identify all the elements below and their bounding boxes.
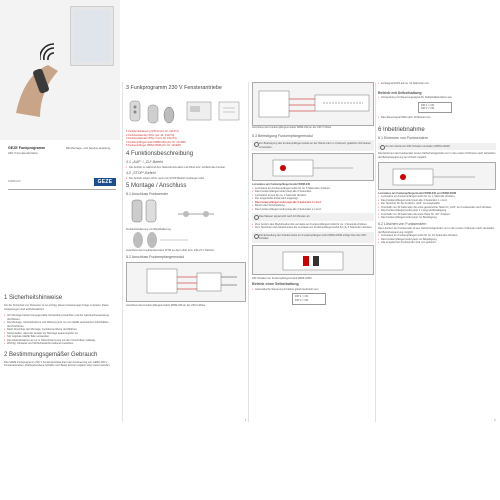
subsection-5-1: 5.1 Anschluss Funksender	[126, 192, 169, 197]
learn-step: • Der eingestellte Kanal wird angezeigt.	[252, 197, 374, 201]
doc-number: 152804-00	[8, 180, 21, 183]
wall-remote-icon	[130, 198, 160, 226]
dip-hint: Die Einstellung der Arbeitsmodus am Funkempfängermodul WRM-230M erfolgt über den DIP-Schalter.	[252, 232, 374, 243]
subsection-5-2: 5.2 Anschluss Funkempfangermodul	[126, 254, 185, 259]
receiver-module-icon	[186, 100, 212, 122]
learn-step: • Bereit oder Sicherstellung.	[252, 204, 374, 208]
caption-remote: Funkfernbedienung mit Wandhalterung	[126, 227, 171, 231]
dip-value: DIP 2 = ON	[295, 299, 309, 303]
dip-switch-graphic	[253, 246, 375, 276]
part-item: 1 Funkfernbedienung WTFH (Art.-Nr. 131272)	[126, 130, 179, 133]
part-item: 3 Funkhandsender WTH-4 (Art.-Nr. 131273)	[126, 137, 177, 141]
dip-heading: Betrieb ohne Selbsthaltung	[252, 282, 299, 287]
section-6-text: Das Einlernen der Funksender ist aus Sicherheitsgründen nur in den ersten 3 Minuten nach Herstellen der Betriebsspannung am Antrieb möglich.	[378, 152, 496, 159]
wiring-diagram-graphic	[127, 263, 245, 303]
safety-bullet: • Die Montage, Inbetriebnahme und Wartung sind nur von GEZE autorisierten Fachkräften durchzuführen.	[4, 321, 118, 328]
teach-step: • Das Funkempfängermodul piept alle 4 Sekunden 1 x kurz.	[378, 199, 496, 203]
teach-step: • Das Funkempfängermodul piept zur Bestätigung.	[378, 216, 496, 220]
section-4-heading: 4 Funktionsbeschreibung	[126, 150, 194, 157]
mounting-hint: Zur Befestigung des Funkempfängermoduls an der Wand oder im Unterputz gelieferte Schrauben verwenden.	[252, 140, 374, 151]
geze-logo: GEZE	[94, 178, 116, 186]
learn-step: • Lernstatus am Funkempfängermodul für ca. 5 Sekunden drücken.	[252, 187, 374, 191]
dip-text: • Automatische Steuerung Funktion gleich Gedrückt sein	[252, 288, 374, 292]
panel-2	[126, 82, 246, 307]
panel-3	[252, 82, 374, 305]
motor-wiring-graphic	[253, 83, 375, 127]
learn-step: • Das Funkempfängermodul piept alle 2 Sekunden 2 x kurz.	[252, 208, 374, 212]
learn-step: • Lernstatus erneut für ca. 1 Sekunde drücken.	[252, 194, 374, 198]
subsection-4-2-text: • Der Antrieb stoppt sofort, wenn ein STOP-Befehl empfangen wird.	[126, 177, 246, 181]
part-item: 4 Funkempfängermodul WRM-230 (Art.-Nr. 131280)	[126, 140, 186, 144]
learn-step: • Das Funkempfängermodul piept alle 2 Sekunden.	[252, 190, 374, 194]
sender-mounting-illustration	[126, 198, 246, 228]
panel-1-text	[4, 292, 118, 368]
remote-control-icon	[128, 100, 142, 122]
delete-step: • Das Funkempfängermodul piept zur Bestätigung.	[378, 238, 496, 242]
subsection-6-1: 6.1 Einlernen von Funksendern	[378, 136, 428, 141]
delete-step: • Alle eingelernten Funksender sind nun gelöscht.	[378, 241, 496, 245]
mode-step: • Zum Speichern des Modulmodus die Lerntaste am Funkempfängermodul für ca. 5 Sekunden drücken.	[252, 226, 374, 230]
learn-button-graphic	[253, 154, 375, 182]
radio-signal-icon	[40, 40, 64, 64]
subsection-4-1: 4.1 „AUF“ / „ZU“-Befehl	[126, 159, 164, 164]
self-hold-heading: Betrieb mit Selbsthaltung	[378, 90, 422, 95]
subsection-5-3: 5.3 Befestigung Funkempfangermodul	[252, 133, 313, 138]
teach-step: • Innerhalb von 30 Sekunden die erste gewünschte Taste für „AUF“ am Funksender nach drücken.	[378, 206, 496, 210]
signal-hint: Das Wasser signal wird nach 10 Minuten ab.	[252, 213, 374, 221]
section-2-text: Das GEZE Funkprogramm 230 V Fensterantriebe dient der Ansteuerung von GEZE 230 V Fensterantrieben. Drahtgebundene Schalter und Taster können ergänzt oder ersetzt werden.	[4, 360, 111, 368]
top-item: • Funksignal DIP1 auf ca. 10 Sekunden ein.	[378, 82, 496, 86]
part-item: 2 Funkhandsender WTH (Art.-Nr. 131270)	[126, 133, 175, 137]
section-6-heading: 6 Inbetriebnahme	[378, 127, 425, 134]
bottom-item: • Das Steuersignal WRI nach 10 Minuten ein.	[378, 116, 496, 120]
section-1-heading: 1 Sicherheitshinweise	[4, 295, 63, 301]
caption-handheld: Anschluss des Funkhandsenders WTM an den Lüfter bzw. 230-24 V Netzteil	[126, 249, 214, 253]
section-3-heading: 3 Funkprogramm 230 V Fensterantriebe	[126, 85, 222, 91]
product-title: GEZE Funkprogramm	[8, 146, 46, 150]
subsection-4-1-text: • Der Antrieb ist während des Tastendrucks aktiv und öffnet bzw. schließt das Fenster.	[126, 166, 246, 170]
page-number-left: 1	[245, 418, 247, 422]
dip-switch-diagram	[252, 245, 374, 275]
safety-bullet: • Vor Montage bestimmungsgemäße Verwendung beachten und die Gebrauchsanweisung durchlesen.	[4, 314, 118, 321]
delete-step: • Lernstatus am Funkempfängermodul für ca. 10 Sekunden drücken.	[378, 234, 496, 238]
learn-caption: Lernstatus am Funkempfängermodul WRM-230 und WRM-230M	[378, 191, 457, 195]
part-item: 5 Funkempfänger WRM-230M (Art.-Nr. 131290)	[126, 144, 181, 148]
wiring-diagram	[126, 262, 246, 302]
preconfig-hint: Vor dem Einlernen DIP-Schalter einstellen (WRM-230M).	[378, 143, 496, 151]
teach-step: • Der Speicher für die Funktion „AUF“ ist ausgewählt.	[378, 202, 496, 206]
caption-top: Anschluss des Funkempfängermoduls WRM-230 an der 230 V Motor	[252, 126, 332, 129]
page-number-right: 2	[494, 418, 496, 422]
keyfob-illustration	[126, 231, 246, 249]
section-6-2-text: Das Löschen der Funksender ist aus Sicherheitsgründen nur in den ersten 3 Minuten nach Herstellen der Betriebsspannung möglich.	[378, 227, 495, 234]
learn-status-graphic	[379, 163, 497, 191]
parts-illustration	[126, 94, 246, 130]
dip-value: DIP 1 = ON	[421, 103, 435, 107]
subsection-4-2: 4.2 „STOP“-Befehl	[126, 171, 156, 176]
section-2-heading: 2 Bestimmungsgemäßer Gebrauch	[4, 351, 98, 358]
section-1-intro: Für die Sicherheit von Personen ist es wichtig, diesen Anweisungen Folge zu leisten. Diese Anweisungen sind aufzubewahren!	[4, 304, 109, 311]
cover-title-block	[0, 140, 120, 202]
caption-module: Anschluss des Funkempfängermoduls WRM-230 an der 230-V-Motor	[126, 303, 206, 307]
learn-button-diagram	[252, 153, 374, 181]
safety-bullet: • Sicherstellen, dass der Antrieb vor Montage spannungsfrei ist.	[4, 332, 118, 336]
caption-mid: Lernstatus am Funkempfängermodul WRM-230	[252, 183, 311, 187]
dip-value: DIP 1 = ON	[295, 295, 309, 299]
side-note: DE Montage- und Service-anleitung	[66, 146, 111, 150]
mode-step: • Zum Ändern des Modulmodus die Lerntaste am Funkempfängermodul für ca. 1 Sekunde drücken.	[252, 223, 374, 227]
window-glass-image	[74, 10, 110, 62]
hand-remote-image	[10, 55, 70, 125]
caption-dip: DIP-Schalter am Funkempfängermodul WRM-230M	[252, 276, 312, 280]
product-subtitle: 230 V Fensterantriebe	[8, 151, 38, 155]
cover-photo	[0, 0, 120, 140]
dip-values-box-2	[418, 102, 452, 113]
keyfob-pair-icon	[130, 231, 190, 249]
motor-wiring-diagram	[252, 82, 374, 126]
safety-bullet: • Die Inbetriebnahme ist nur in Übereinstimmung mit den Vorschriften zulässig.	[4, 339, 118, 343]
safety-bullet: • Nur originale GEZE-Teile verwenden.	[4, 335, 118, 339]
handheld-sender-icon	[146, 104, 160, 124]
receiver-box-icon	[218, 100, 240, 122]
dip-value: DIP 2 = ON	[421, 107, 435, 111]
panel-4	[378, 82, 496, 245]
safety-bullet: • Nach Abschluss der Montage, Funktionsprüfung durchführen.	[4, 328, 118, 332]
cover-divider	[8, 189, 116, 190]
learn-status-diagram	[378, 162, 496, 190]
section-5-heading: 5 Montage / Anschluss	[126, 183, 187, 190]
learn-step-highlight: • Das Funkempfängermodul piept alle 3 Sekunden 3 x kurz.	[252, 201, 374, 205]
subsection-6-2: 6.2 Löschen von Funksendern	[378, 221, 427, 226]
dip-values-box	[292, 293, 326, 304]
self-hold-text: • Verwendung mit Steuerungssignal für Selbsthaltefunktion aus.	[378, 96, 496, 100]
teach-step: • Lernstatus am Funkempfängermodul für ca. 1 Sekunde drücken.	[378, 195, 496, 199]
keyfob-icon	[162, 106, 176, 124]
mounting-screws-icon	[176, 204, 216, 224]
teach-step: • Das Funkempfängermodul piept 1 x lang als Bestätigung.	[378, 209, 496, 213]
safety-bullet: • Wichtig: Hinweise und Sicherheitsinformationen beachten.	[4, 342, 118, 346]
teach-step: • Innerhalb von 30 Sekunden die erste Taste für „ZU“ drücken.	[378, 213, 496, 217]
